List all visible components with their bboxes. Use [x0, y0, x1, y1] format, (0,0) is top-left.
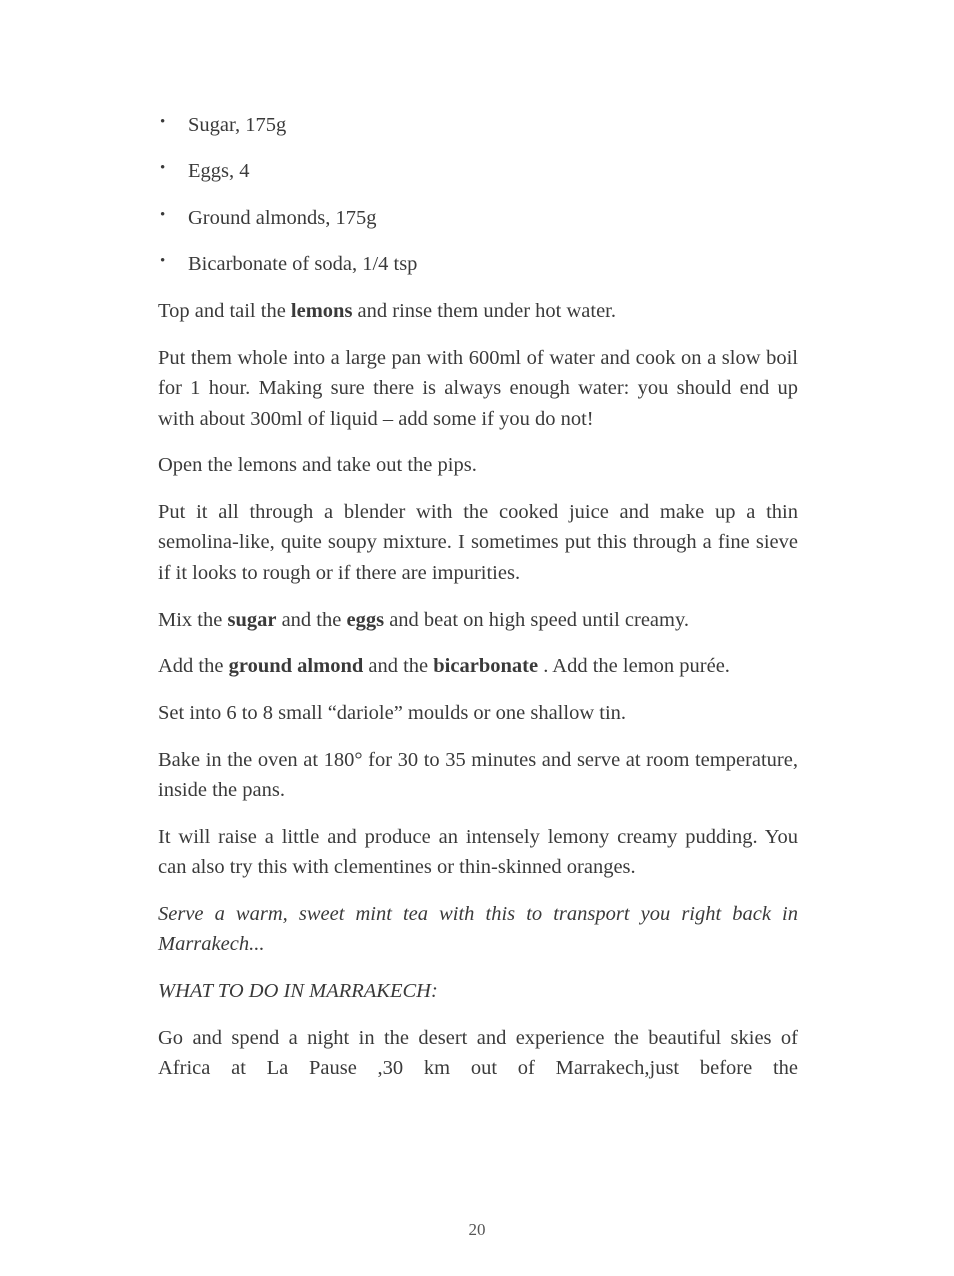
text-segment: and beat on high speed until creamy.: [384, 608, 689, 631]
bullet-icon: •: [160, 206, 166, 223]
step-boil: [158, 343, 798, 434]
text-segment: Put them whole into a large pan with 600ml of water and cook on a slow boil for 1 hour. Making sure there is always enough water: you should end up with about 300ml of liquid – add some if you do not!: [158, 346, 798, 430]
step-mix: [158, 605, 798, 635]
ingredient-text: Ground almonds, 175g: [188, 206, 377, 229]
step-add: [158, 651, 798, 681]
ingredient-item: [158, 156, 798, 186]
text-segment: Put it all through a blender with the cooked juice and make up a thin semolina-like, quite soupy mixture. I sometimes put this through a fine sieve if it looks to rough or if there are impurities.: [158, 501, 798, 584]
ingredient-list: [158, 110, 798, 279]
page-number: 20: [468, 1220, 486, 1239]
text-segment: Bake in the oven at 180° for 30 to 35 minutes and serve at room temperature, inside the pans.: [158, 748, 798, 802]
step-top-and-tail: [158, 296, 798, 326]
ingredient-text: Sugar, 175g: [188, 114, 287, 136]
recipe-paragraphs: [158, 296, 798, 1083]
ingredient-item: [158, 110, 798, 140]
text-segment: and rinse them under hot water.: [352, 300, 616, 323]
bullet-icon: •: [160, 114, 166, 130]
text-segment: Mix the: [158, 608, 228, 631]
bullet-icon: •: [160, 160, 166, 177]
text-segment: and the: [276, 608, 347, 631]
text-segment: Go and spend a night in the desert and experience the beautiful skies of Africa at La Pause ,30 km out of Marrakech,just before the: [158, 1027, 798, 1080]
step-set-moulds: [158, 698, 798, 728]
marrakech-tip: [158, 1023, 798, 1084]
ingredient-text: Bicarbonate of soda, 1/4 tsp: [188, 252, 418, 275]
bold-text: eggs: [346, 608, 385, 631]
text-segment: Top and tail the: [158, 300, 291, 323]
bold-text: sugar: [227, 608, 277, 631]
text-segment: WHAT TO DO IN MARRAKECH:: [158, 980, 438, 1003]
step-result: [158, 822, 798, 883]
bullet-icon: •: [160, 252, 166, 269]
ingredient-text: Eggs, 4: [188, 160, 250, 183]
text-segment: Add the: [158, 655, 229, 678]
step-blend: [158, 497, 798, 588]
serving-note: [158, 899, 798, 960]
recipe-content: [158, 110, 798, 1100]
text-segment: . Add the lemon purée.: [538, 655, 730, 678]
step-bake: [158, 745, 798, 806]
marrakech-heading: [158, 976, 798, 1006]
step-open-lemons: [158, 450, 798, 480]
text-segment: and the: [363, 655, 434, 678]
bold-text: bicarbonate: [433, 655, 539, 678]
ingredient-item: [158, 203, 798, 233]
text-segment: Set into 6 to 8 small “dariole” moulds or one shallow tin.: [158, 702, 627, 725]
bold-text: ground almond: [228, 655, 364, 678]
ingredient-item: [158, 249, 798, 279]
text-segment: Serve a warm, sweet mint tea with this to transport you right back in Marrakech...: [158, 903, 798, 956]
text-segment: Open the lemons and take out the pips.: [158, 454, 477, 477]
text-segment: It will raise a little and produce an intensely lemony creamy pudding. You can also try this with clementines or thin-skinned oranges.: [158, 826, 798, 879]
bold-text: lemons: [290, 300, 353, 323]
